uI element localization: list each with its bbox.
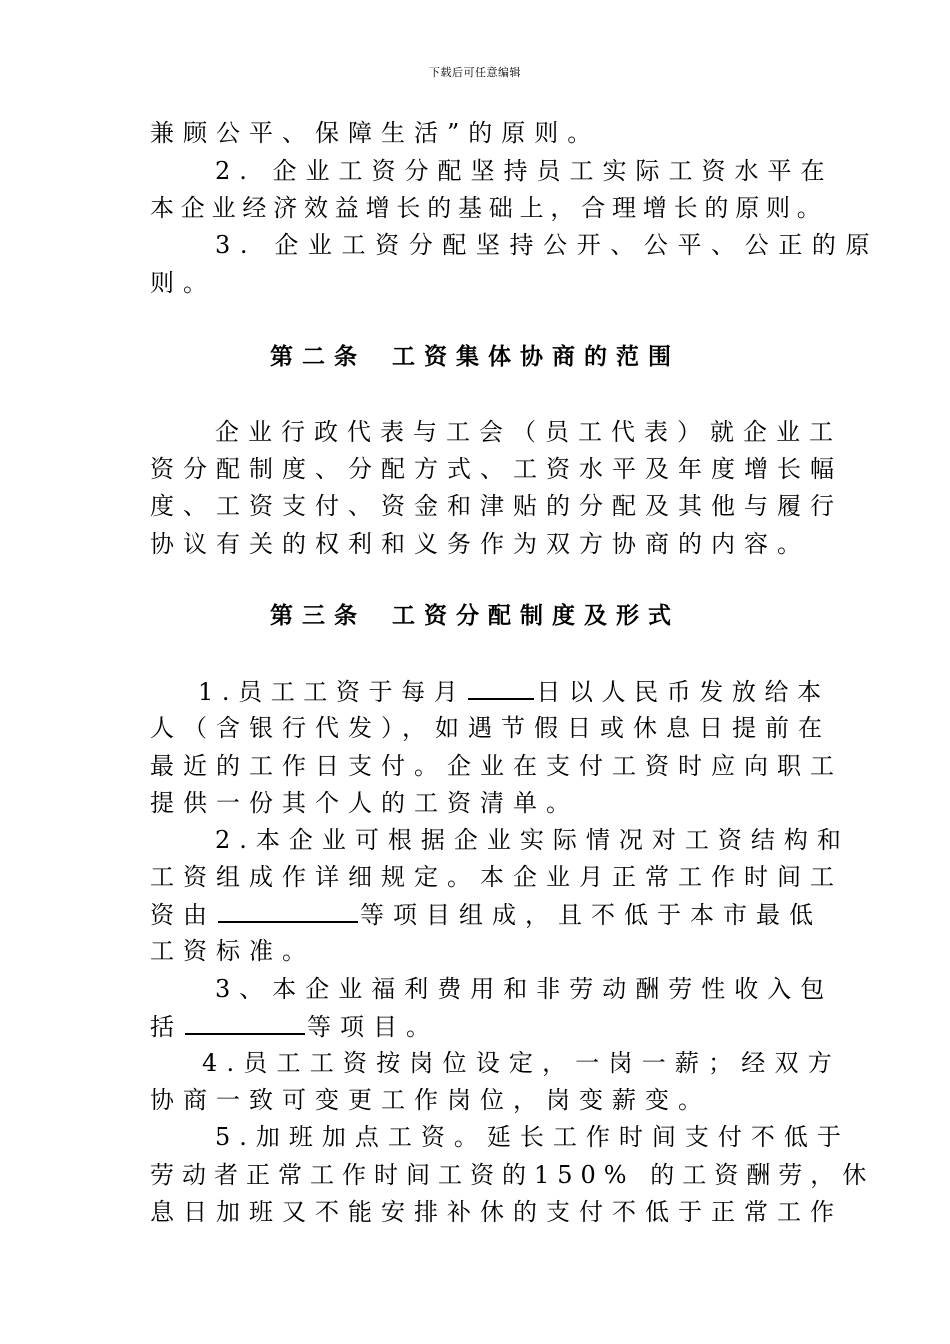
article-2-line-2: 资分配制度、分配方式、工资水平及年度增长幅 (150, 455, 843, 483)
item-2-line-2: 工资组成作详细规定。本企业月正常工作时间工 (150, 863, 843, 891)
item-3-text-pre: 括 (150, 1013, 183, 1041)
article-3-heading (0, 601, 950, 631)
item-1-line-4: 提供一份其个人的工资清单。 (150, 789, 579, 817)
item-2-line-4: 工资标准。 (150, 937, 315, 965)
principle-3-line-2: 则。 (150, 269, 216, 297)
item-2-text-post: 等项目组成，且不低于本市最低 (360, 901, 822, 929)
article-3-number: 第三条 (270, 603, 366, 629)
article-2-number: 第二条 (270, 344, 366, 370)
item-1-text-pre: 1.员工工资于每月 (198, 678, 467, 706)
pay-day-blank[interactable] (468, 676, 534, 700)
item-5-line-2: 劳动者正常工作时间工资的150% 的工资酬劳，休 (150, 1161, 875, 1189)
article-2-line-3: 度、工资支付、资金和津贴的分配及其他与履行 (150, 492, 843, 520)
welfare-items-blank[interactable] (185, 1011, 305, 1035)
item-3-line-2 (150, 1011, 439, 1042)
item-1-text-post: 日以人民币发放给本 (536, 678, 830, 706)
item-5-line-3: 息日加班又不能安排补休的支付不低于正常工作 (150, 1198, 843, 1226)
item-1-line-1 (198, 676, 830, 707)
item-3-line-1: 3、本企业福利费用和非劳动酬劳性收入包 (215, 975, 834, 1003)
item-4-line-2: 协商一致可变更工作岗位，岗变薪变。 (150, 1086, 711, 1114)
item-2-line-3 (150, 899, 822, 930)
header-note: 下载后可任意编辑 (429, 66, 521, 79)
item-1-line-3: 最近的工作日支付。企业在支付工资时应向职工 (150, 752, 843, 780)
item-2-text-pre: 资由 (150, 901, 216, 929)
article-3-title: 工资分配制度及形式 (392, 603, 680, 629)
item-4-line-1: 4.员工工资按岗位设定，一岗一薪；经双方 (202, 1049, 841, 1077)
article-2-line-4: 协议有关的权利和义务作为双方协商的内容。 (150, 530, 810, 558)
principle-2-line-2: 本企业经济效益增长的基础上，合理增长的原则。 (150, 194, 828, 222)
article-2-line-1: 企业行政代表与工会（员工代表）就企业工 (215, 418, 842, 446)
item-1-line-2: 人（含银行代发），如遇节假日或休息日提前在 (150, 714, 831, 742)
item-3-text-post: 等项目。 (307, 1013, 439, 1041)
principle-3-line-1: 3. 企业工资分配坚持公开、公平、公正的原 (215, 231, 880, 259)
wage-items-blank[interactable] (218, 899, 358, 923)
principle-line-1: 兼顾公平、保障生活”的原则。 (150, 119, 601, 147)
article-2-title: 工资集体协商的范围 (392, 344, 680, 370)
article-2-heading (0, 342, 950, 372)
item-5-line-1: 5.加班加点工资。延长工作时间支付不低于 (215, 1123, 850, 1151)
item-2-line-1: 2.本企业可根据企业实际情况对工资结构和 (215, 826, 850, 854)
principle-2-line-1: 2. 企业工资分配坚持员工实际工资水平在 (215, 157, 834, 185)
